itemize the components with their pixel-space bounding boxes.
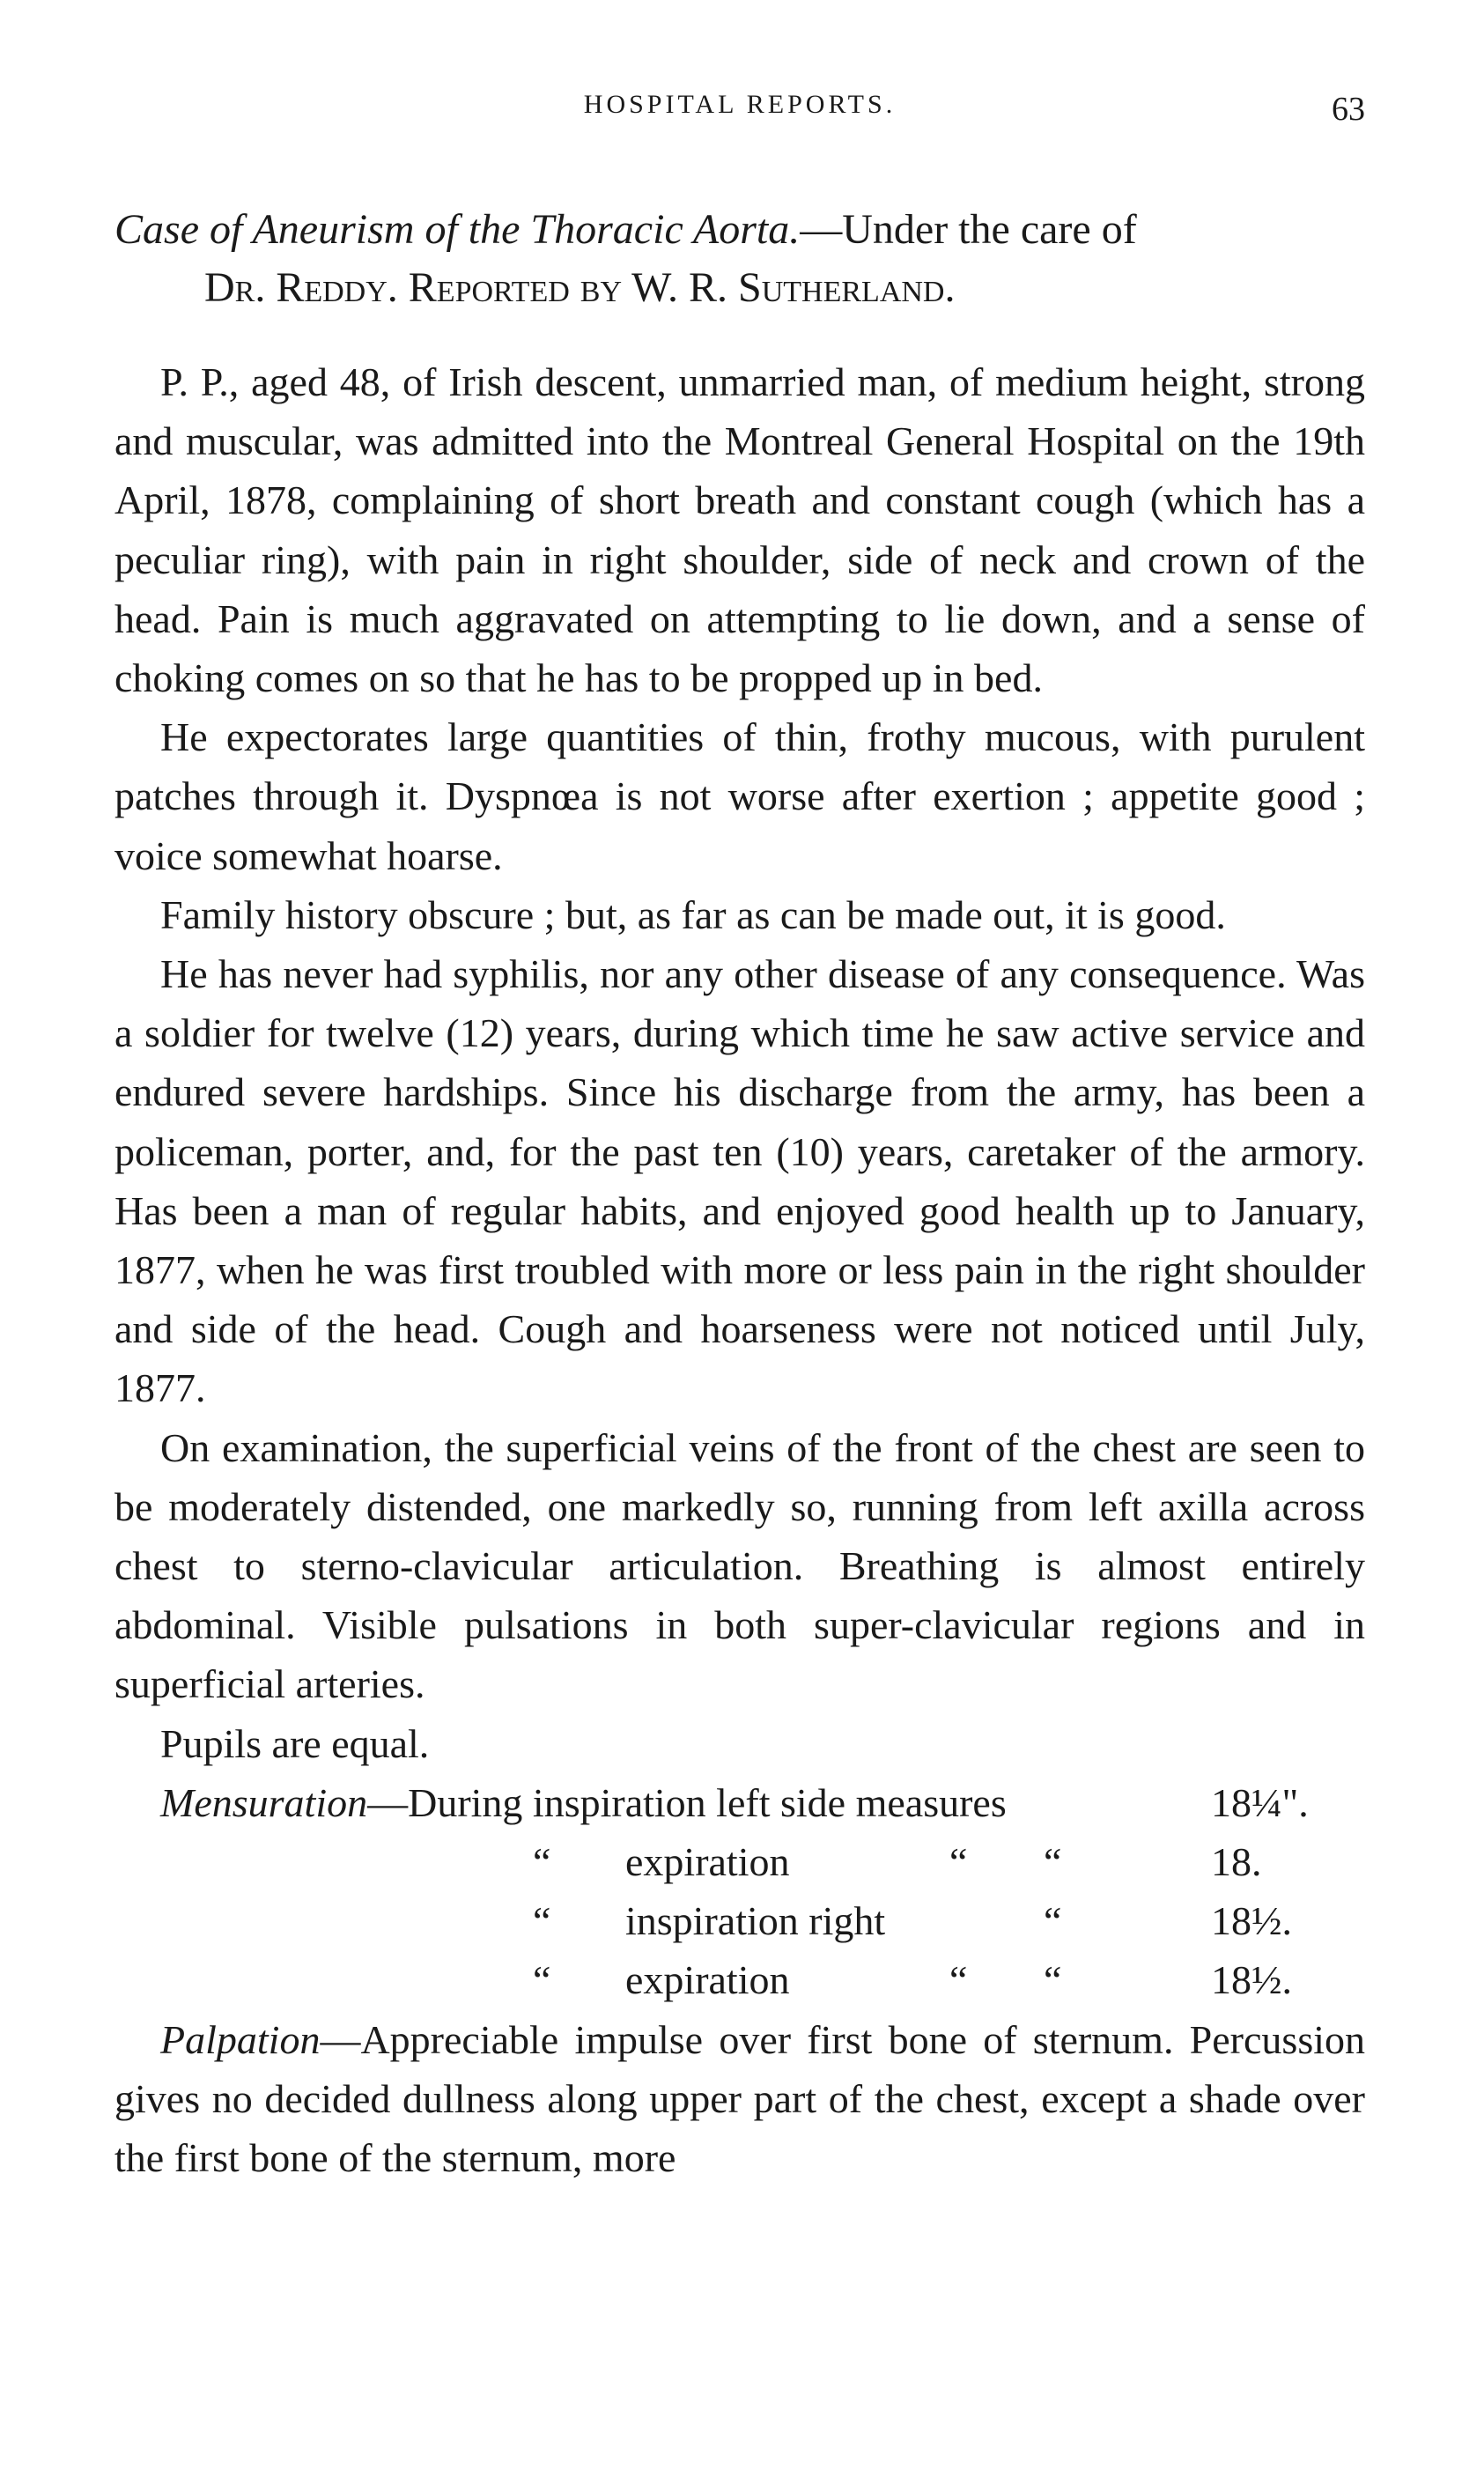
page-number: 63 bbox=[1332, 91, 1365, 128]
ditto-mark: “ bbox=[533, 1839, 551, 1885]
case-heading-reporter: Dr. Reddy. Reported by W. R. Sutherland. bbox=[204, 264, 956, 311]
palpation-text: —Appreciable impulse over first bone of sternum. Percussion gives no decided dullness along upper part of the chest, except a shade over the first bone of the sternum, more bbox=[114, 2016, 1365, 2181]
paragraph-examination: On examination, the superficial veins of the front of the chest are seen to be moderately distended, one markedly so, running from left axilla across chest to sterno-clavicular articulation. Breathing is almost entirely abdominal. Visible pulsations in both super-clavicular regions and in superficial arteries. bbox=[114, 1424, 1365, 1707]
report-body bbox=[114, 352, 1365, 2187]
ditto-mark: “ bbox=[533, 1957, 551, 2003]
running-head bbox=[114, 90, 1365, 134]
mensuration-lead: During inspiration left side measures bbox=[408, 1779, 1007, 1825]
running-title: HOSPITAL REPORTS. bbox=[583, 90, 897, 119]
ditto-mark: “ bbox=[949, 1957, 968, 2003]
ditto-mark: “ bbox=[949, 1839, 968, 1885]
mensuration-value: 18¼". bbox=[1211, 1779, 1309, 1825]
paragraph-expectoration: He expectorates large quantities of thin, frothy mucous, with purulent patches through it. Dyspnœa is not worse after exertion ; appetite good ; voice somewhat hoarse. bbox=[114, 714, 1365, 878]
paragraph-history: He has never had syphilis, nor any other disease of any consequence. Was a soldier for twelve (12) years, during which time he saw active service and endured severe hardships. Since his discharge from the army, has been a policeman, porter, and, for the past ten (10) years, caretaker of the armory. Has been a man of regular habits, and enjoyed good health up to January, 1877, when he was first troubled with more or less pain in the right shoulder and side of the head. Cough and hoarseness were not noticed until July, 1877. bbox=[114, 951, 1365, 1411]
mensuration-row bbox=[114, 1832, 1365, 1891]
mensuration-value: 18½. bbox=[1211, 1957, 1292, 2003]
mensuration-value: 18½. bbox=[1211, 1898, 1292, 1944]
mensuration-label: Mensuration bbox=[160, 1779, 368, 1825]
mensuration-row bbox=[114, 1773, 1365, 1832]
palpation-label: Palpation bbox=[160, 2016, 321, 2062]
paragraph-family-history: Family history obscure ; but, as far as can be made out, it is good. bbox=[160, 891, 1226, 937]
paragraph-palpation bbox=[114, 2010, 1365, 2188]
mensuration-row bbox=[114, 1950, 1365, 2009]
mensuration-row bbox=[114, 1891, 1365, 1950]
mensuration-phase: expiration bbox=[625, 1957, 790, 2003]
mensuration-value: 18. bbox=[1211, 1839, 1262, 1885]
case-title: Case of Aneurism of the Thoracic Aorta. bbox=[114, 206, 801, 253]
paragraph-admission: P. P., aged 48, of Irish descent, unmarried man, of medium height, strong and muscular, was admitted into the Montreal General Hospital on the 19th April, 1878, complaining of short breath and constant cough (which has a peculiar ring), with pain in right shoulder, side of neck and crown of the head. Pain is much aggravated on attempting to lie down, and a sense of choking comes on so that he has to be propped up in bed. bbox=[114, 359, 1365, 701]
ditto-mark: “ bbox=[533, 1898, 551, 1944]
ditto-mark: “ bbox=[1044, 1898, 1062, 1944]
mensuration-dash: — bbox=[367, 1779, 409, 1825]
mensuration-phase: expiration bbox=[625, 1839, 790, 1885]
ditto-mark: “ bbox=[1044, 1957, 1062, 2003]
ditto-mark: “ bbox=[1044, 1839, 1062, 1885]
case-heading-care: —Under the care of bbox=[800, 206, 1137, 253]
paragraph-pupils: Pupils are equal. bbox=[160, 1720, 430, 1766]
case-heading bbox=[114, 201, 1365, 317]
mensuration-phase: inspiration right bbox=[625, 1898, 886, 1944]
